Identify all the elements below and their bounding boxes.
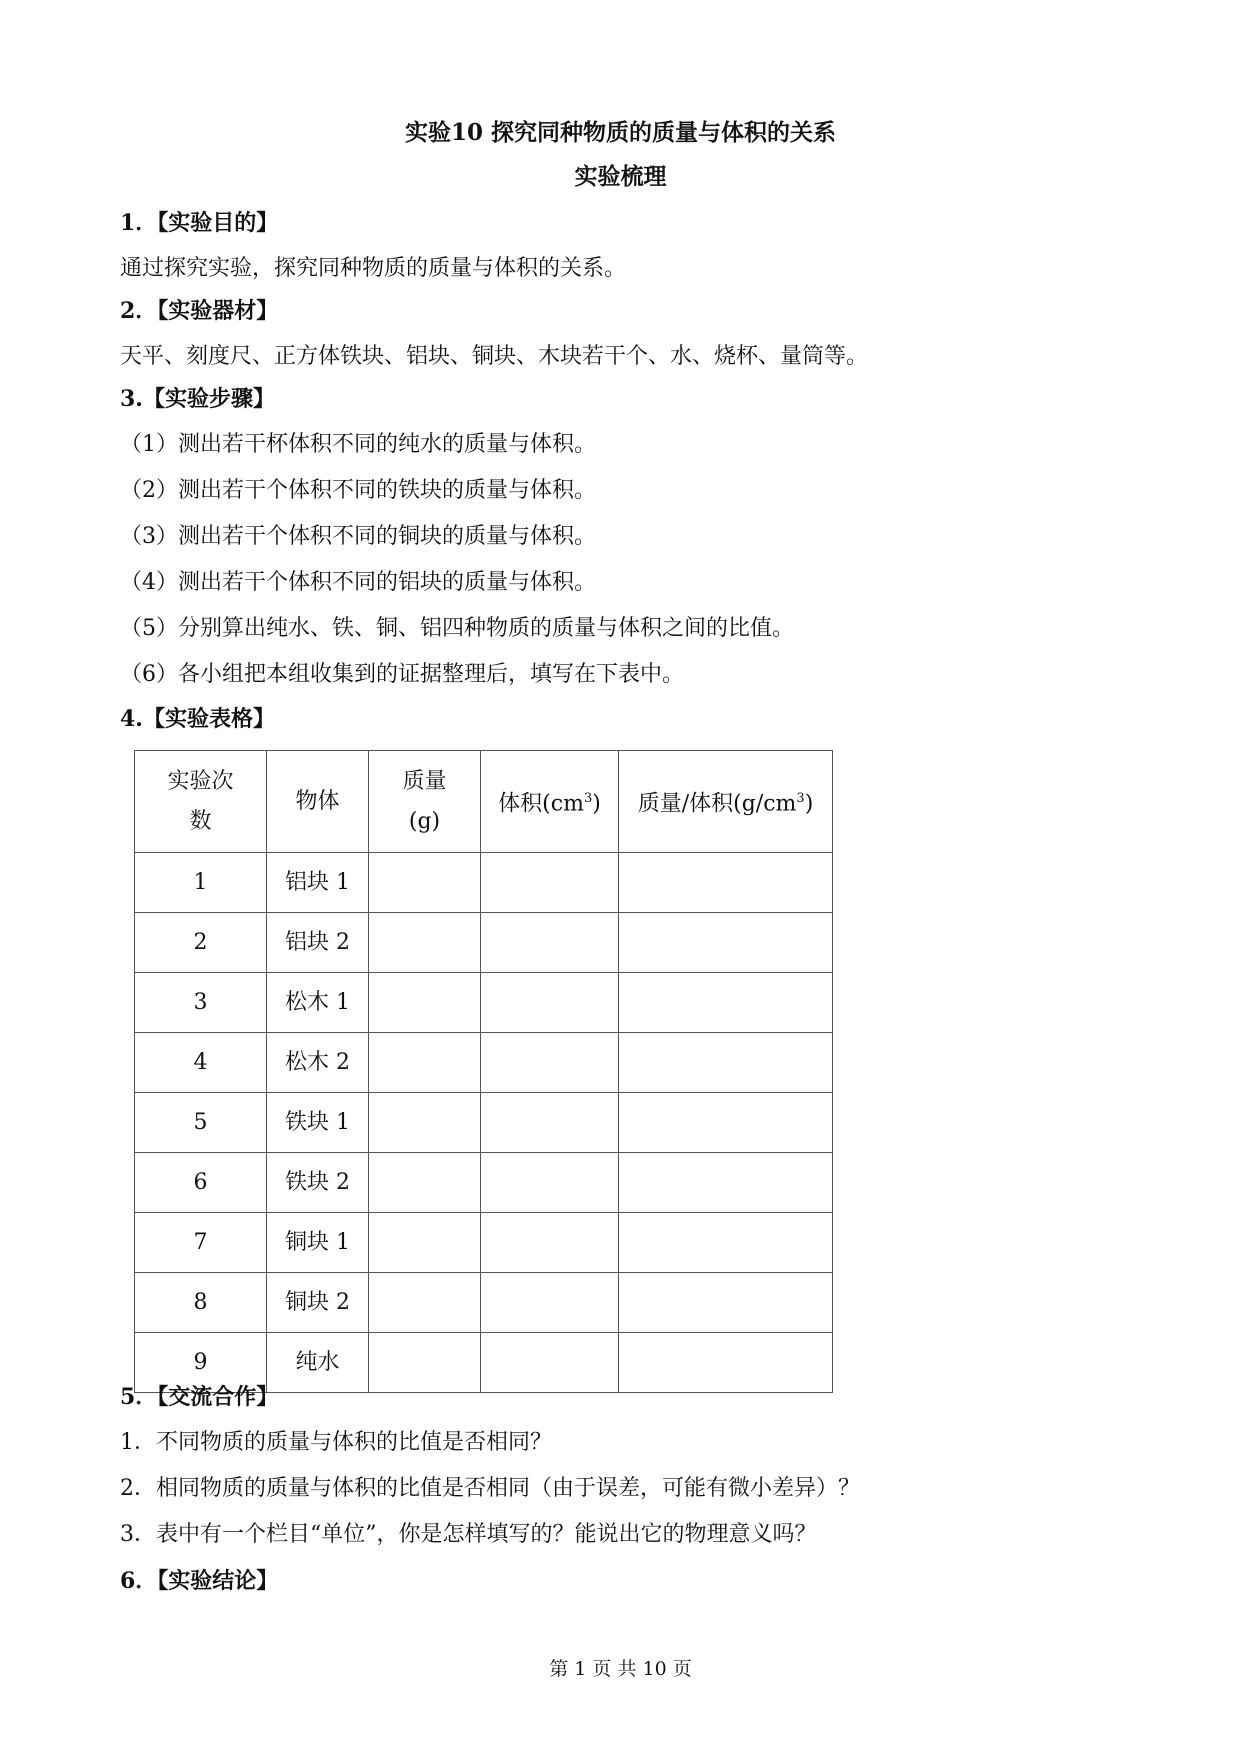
table-row (135, 973, 833, 1033)
step-item: （1）测出若干杯体积不同的纯水的质量与体积。 (120, 432, 596, 457)
cell-volume[interactable] (481, 1273, 619, 1333)
step-item: （2）测出若干个体积不同的铁块的质量与体积。 (120, 478, 596, 503)
cell-trial: 9 (135, 1333, 267, 1393)
cell-ratio[interactable] (619, 1033, 833, 1093)
cell-trial: 7 (135, 1213, 267, 1273)
cell-volume[interactable] (481, 853, 619, 913)
discussion-heading: 5．【交流合作】 (120, 1384, 279, 1410)
cell-volume[interactable] (481, 1153, 619, 1213)
cell-ratio[interactable] (619, 853, 833, 913)
materials-text: 天平、刻度尺、正方体铁块、铝块、铜块、木块若干个、水、烧杯、量筒等。 (120, 344, 869, 369)
experiment-table (134, 750, 833, 1393)
cell-object: 纯水 (267, 1333, 369, 1393)
table-row (135, 913, 833, 973)
cell-ratio[interactable] (619, 1093, 833, 1153)
cell-ratio[interactable] (619, 1153, 833, 1213)
step-item: （3）测出若干个体积不同的铜块的质量与体积。 (120, 524, 596, 549)
cell-ratio[interactable] (619, 1333, 833, 1393)
document-subtitle: 实验梳理 (574, 163, 667, 190)
cell-object: 松木 1 (267, 973, 369, 1033)
header-trial-line2: 数 (189, 808, 212, 834)
cell-object: 铝块 1 (267, 853, 369, 913)
header-ratio (619, 751, 833, 853)
cell-trial: 2 (135, 913, 267, 973)
cell-trial: 3 (135, 973, 267, 1033)
step-item: （6）各小组把本组收集到的证据整理后，填写在下表中。 (120, 662, 684, 687)
cell-object: 松木 2 (267, 1033, 369, 1093)
header-volume (481, 751, 619, 853)
discussion-item: 3．表中有一个栏目“单位”，你是怎样填写的？能说出它的物理意义吗？ (120, 1522, 817, 1547)
steps-heading: 3.【实验步骤】 (120, 386, 275, 412)
table-row (135, 1273, 833, 1333)
header-ratio-suffix: ) (804, 791, 814, 817)
header-trial (135, 751, 267, 853)
cell-mass[interactable] (369, 1093, 481, 1153)
cell-ratio[interactable] (619, 913, 833, 973)
cell-mass[interactable] (369, 1033, 481, 1093)
table-row (135, 1153, 833, 1213)
cell-trial: 1 (135, 853, 267, 913)
cell-volume[interactable] (481, 1213, 619, 1273)
table-row (135, 1033, 833, 1093)
cell-volume[interactable] (481, 1333, 619, 1393)
header-mass (369, 751, 481, 853)
cell-ratio[interactable] (619, 1273, 833, 1333)
table-row (135, 1213, 833, 1273)
cell-object: 铝块 2 (267, 913, 369, 973)
cell-volume[interactable] (481, 973, 619, 1033)
materials-heading: 2．【实验器材】 (120, 298, 279, 324)
page-footer: 第 1 页 共 10 页 (549, 1658, 692, 1680)
header-mass-line2: (g) (408, 808, 441, 834)
cell-ratio[interactable] (619, 973, 833, 1033)
cell-object: 铜块 2 (267, 1273, 369, 1333)
table-row (135, 853, 833, 913)
conclusion-heading: 6．【实验结论】 (120, 1568, 279, 1594)
cell-mass[interactable] (369, 1333, 481, 1393)
purpose-text: 通过探究实验，探究同种物质的质量与体积的关系。 (120, 256, 627, 281)
header-volume-suffix: ) (592, 791, 601, 817)
document-title: 实验10 探究同种物质的质量与体积的关系 (404, 119, 836, 146)
cell-trial: 6 (135, 1153, 267, 1213)
step-item: （4）测出若干个体积不同的铝块的质量与体积。 (120, 570, 596, 595)
cell-object: 铜块 1 (267, 1213, 369, 1273)
discussion-item: 1．不同物质的质量与体积的比值是否相同？ (120, 1430, 552, 1455)
cell-mass[interactable] (369, 913, 481, 973)
cell-mass[interactable] (369, 973, 481, 1033)
discussion-item: 2．相同物质的质量与体积的比值是否相同（由于误差，可能有微小差异）？ (120, 1476, 860, 1501)
cell-trial: 4 (135, 1033, 267, 1093)
cell-trial: 8 (135, 1273, 267, 1333)
header-object: 物体 (267, 751, 369, 853)
header-mass-line1: 质量 (402, 768, 447, 794)
table-header-row (135, 751, 833, 853)
cell-mass[interactable] (369, 1213, 481, 1273)
cell-ratio[interactable] (619, 1213, 833, 1273)
header-volume-sup: 3 (583, 790, 593, 806)
header-ratio-prefix: 质量/体积(g/cm (637, 791, 797, 817)
cell-volume[interactable] (481, 1093, 619, 1153)
cell-object: 铁块 1 (267, 1093, 369, 1153)
cell-volume[interactable] (481, 913, 619, 973)
cell-mass[interactable] (369, 1153, 481, 1213)
step-item: （5）分别算出纯水、铁、铜、铝四种物质的质量与体积之间的比值。 (120, 616, 794, 641)
table-row (135, 1093, 833, 1153)
cell-object: 铁块 2 (267, 1153, 369, 1213)
header-ratio-sup: 3 (796, 790, 805, 806)
cell-trial: 5 (135, 1093, 267, 1153)
purpose-heading: 1．【实验目的】 (120, 210, 279, 236)
cell-mass[interactable] (369, 1273, 481, 1333)
table-heading: 4.【实验表格】 (120, 706, 275, 732)
cell-mass[interactable] (369, 853, 481, 913)
header-trial-line1: 实验次 (167, 768, 234, 794)
cell-volume[interactable] (481, 1033, 619, 1093)
header-volume-prefix: 体积(cm (498, 791, 584, 817)
